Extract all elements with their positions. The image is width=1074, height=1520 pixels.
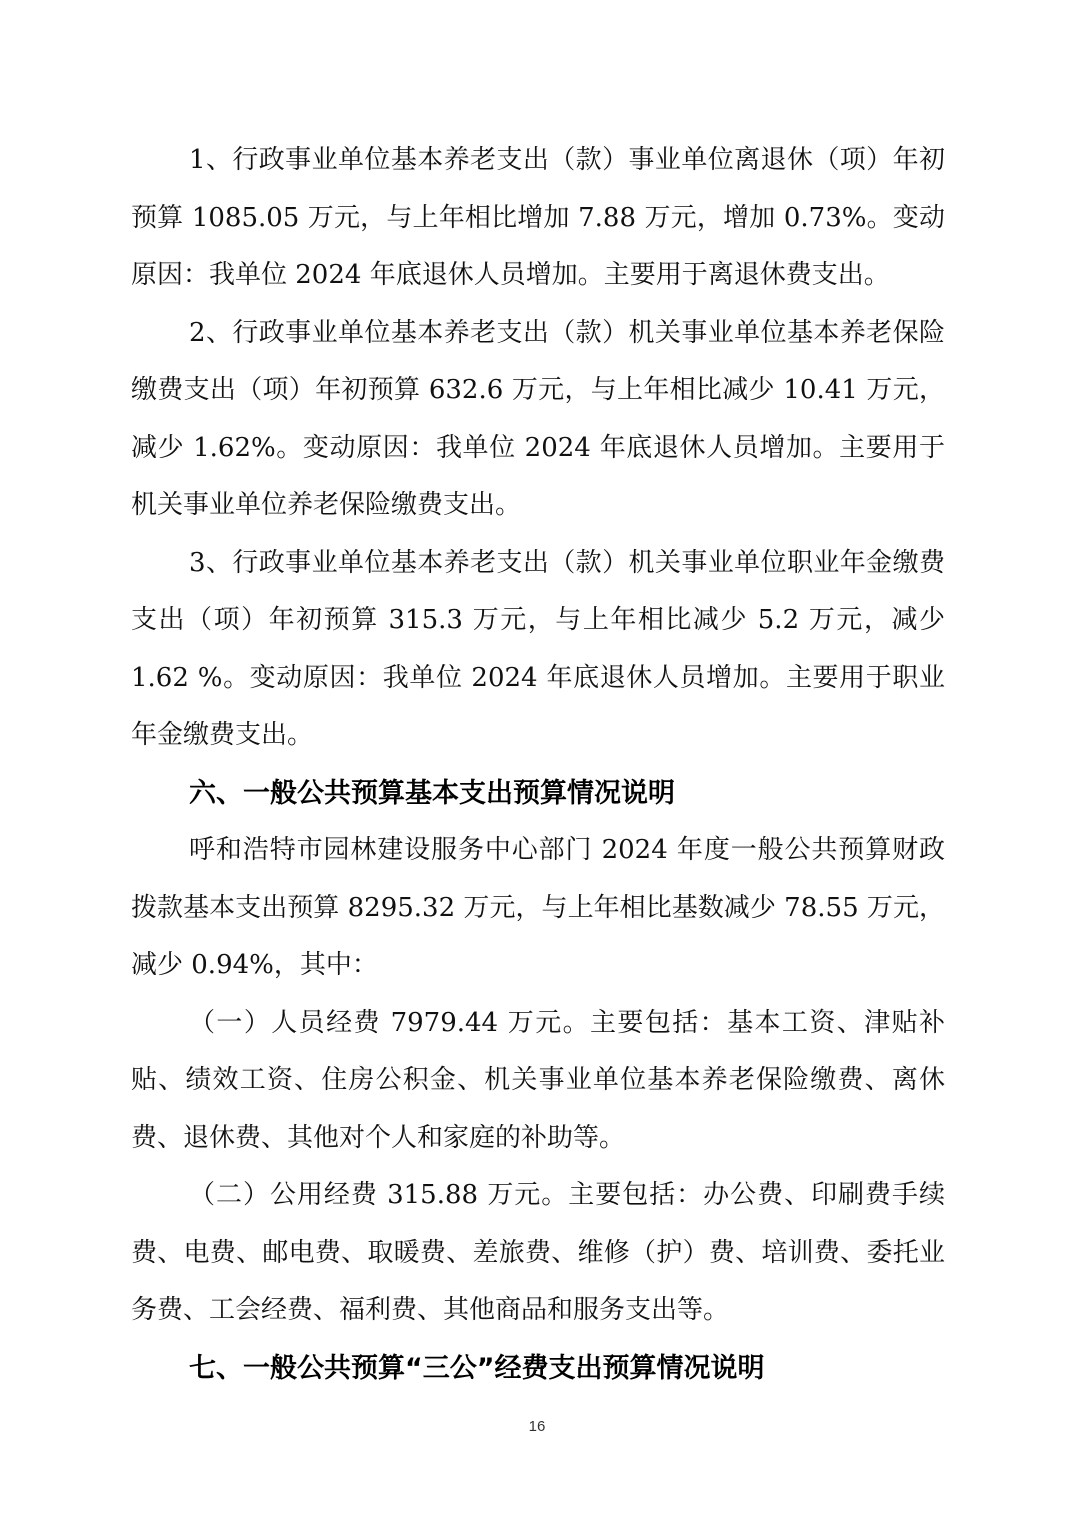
page-body	[131, 132, 945, 1397]
section-6-intro: 呼和浩特市园林建设服务中心部门 2024 年度一般公共预算财政拨款基本支出预算 8295.32 万元，与上年相比基数减少 78.55 万元，减少 0.94%，其中：	[131, 835, 945, 980]
paragraph-occupational-annuity: 3、行政事业单位基本养老支出（款）机关事业单位职业年金缴费支出（项）年初预算 315.3 万元，与上年相比减少 5.2 万元，减少 1.62 %。变动原因：我单位 2024 年底退休人员增加。主要用于职业年金缴费支出。	[131, 547, 945, 750]
page-number: 16	[528, 1418, 546, 1435]
section-6-heading: 六、一般公共预算基本支出预算情况说明	[189, 777, 675, 809]
section-7-heading: 七、一般公共预算“三公”经费支出预算情况说明	[189, 1352, 765, 1384]
paragraph-pension-insurance: 2、行政事业单位基本养老支出（款）机关事业单位基本养老保险缴费支出（项）年初预算 632.6 万元，与上年相比减少 10.41 万元，减少 1.62%。变动原因：我单位 2024 年底退休人员增加。主要用于机关事业单位养老保险缴费支出。	[131, 317, 945, 520]
paragraph-pension-retirement: 1、行政事业单位基本养老支出（款）事业单位离退休（项）年初预算 1085.05 万元，与上年相比增加 7.88 万元，增加 0.73%。变动原因：我单位 2024 年底退休人员增加。主要用于离退休费支出。	[131, 145, 945, 290]
personnel-expenses-paragraph: （一）人员经费 7979.44 万元。主要包括：基本工资、津贴补贴、绩效工资、住房公积金、机关事业单位基本养老保险缴费、离休费、退休费、其他对个人和家庭的补助等。	[131, 1007, 945, 1153]
public-expenses-paragraph: （二）公用经费 315.88 万元。主要包括：办公费、印刷费手续费、电费、邮电费、取暖费、差旅费、维修（护）费、培训费、委托业务费、工会经费、福利费、其他商品和服务支出等。	[131, 1180, 945, 1325]
